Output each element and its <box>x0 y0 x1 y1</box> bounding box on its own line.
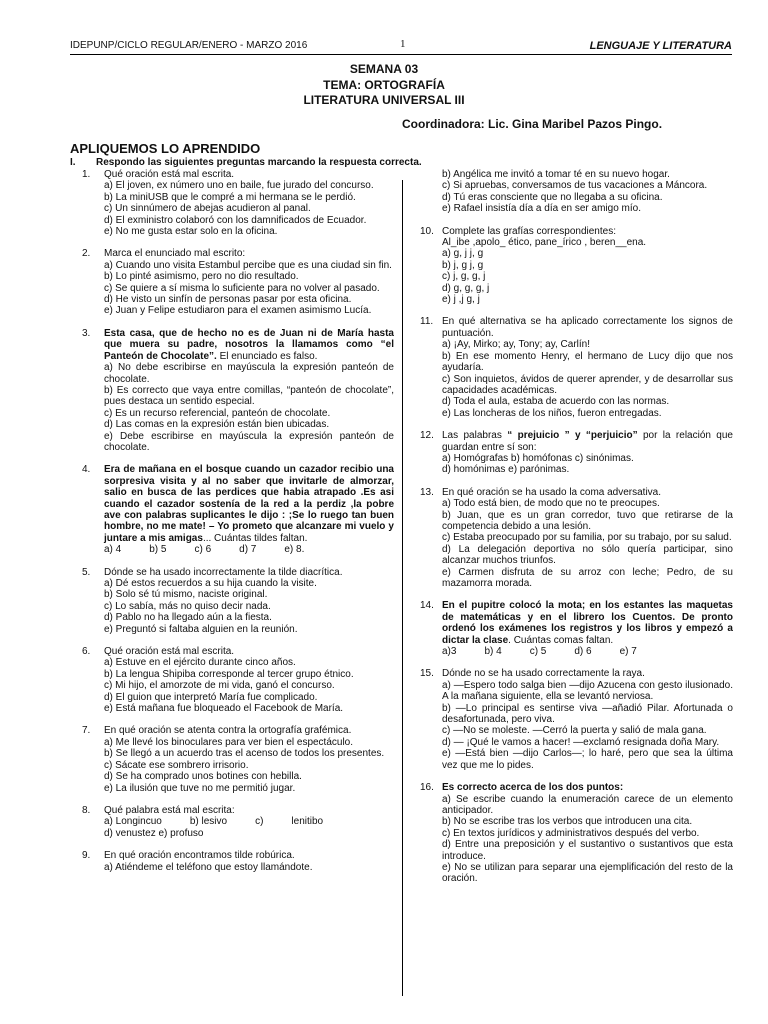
question-text: Dónde se ha usado incorrectamente la tilde diacrítica. <box>104 566 343 578</box>
question-text: Marca el enunciado mal escrito: <box>104 248 246 260</box>
section-title: APLIQUEMOS LO APRENDIDO <box>70 141 261 156</box>
question-stem <box>82 567 394 578</box>
option: a)3 <box>442 646 457 658</box>
header-subject: LENGUAJE Y LITERATURA <box>589 40 732 52</box>
option: e) No me gusta estar solo en la oficina. <box>104 226 278 238</box>
question-number: 4. <box>82 464 91 476</box>
option: e) j ,j g, j <box>442 294 480 306</box>
option: c) j, g, g, j <box>442 271 486 283</box>
question <box>82 805 394 839</box>
option-row <box>82 544 394 555</box>
question-emphasis: Es correcto acerca de los dos puntos: <box>442 782 624 794</box>
option: b) Juan, que es un gran corredor, tuvo que retirarse de la competencia debido a una lesión. <box>442 509 733 532</box>
question-stem <box>82 850 394 861</box>
question-stem <box>420 430 733 453</box>
question-stem <box>420 316 733 339</box>
question <box>420 169 733 215</box>
question <box>420 600 733 657</box>
option: lenitibo <box>291 816 324 828</box>
option: Al_ibe ,apolo_ ético, pane_írico , beren__ena. <box>442 237 647 249</box>
question-stem <box>82 805 394 816</box>
question-number: 1. <box>82 169 91 180</box>
question-stem <box>82 169 394 180</box>
option: b) Angélica me invitó a tomar té en su nuevo hogar. <box>442 169 670 180</box>
option: d) El exministro colaboró con los damnificados de Ecuador. <box>104 214 367 226</box>
option: c) Son inquietos, ávidos de querer aprender, y de desarrollar sus capacidades académicas. <box>442 373 733 396</box>
option: d) He visto un sinfín de personas pasar por esta oficina. <box>104 294 352 306</box>
option: e) 7 <box>619 646 637 658</box>
question-text: Esta casa, que de hecho no es de Juan ni de María hasta que muera su padre, nosotros la llamamos como “el Panteón de Chocolate”. El enunciado es falso. <box>104 327 394 362</box>
question-text: Qué oración está mal escrita. <box>104 169 235 180</box>
option: d) venustez e) profuso <box>104 827 204 839</box>
option: e) Está mañana fue bloqueado el Facebook de María. <box>104 703 344 715</box>
option: a) Se escribe cuando la enumeración carece de un elemento anticipador. <box>442 793 733 816</box>
option: e) Carmen disfruta de su arroz con leche; Pedro, de su mazamorra morada. <box>442 566 733 589</box>
question-number: 9. <box>82 850 91 862</box>
option: d) Entre una preposición y el sustantivo o sustantivos que esta introduce. <box>442 839 733 862</box>
instruction-text: Respondo las siguientes preguntas marcando la respuesta correcta. <box>96 157 422 168</box>
question-text: Qué oración está mal escrita. <box>104 646 235 658</box>
option: a) Longincuo <box>104 816 162 828</box>
question-stem <box>82 725 394 736</box>
option: b) 5 <box>149 544 167 556</box>
question <box>82 567 394 635</box>
question <box>420 226 733 306</box>
option: e) —Está bien —dijo Carlos—; lo haré, pero que sea la última vez que me lo pides. <box>442 748 733 771</box>
coordinator-line: Coordinadora: Lic. Gina Maribel Pazos Pingo. <box>402 117 663 131</box>
option: b) Se llegó a un acuerdo tras el acenso de todos los presentes. <box>104 748 385 760</box>
option: d) 7 <box>239 544 257 556</box>
option: b) La miniUSB que le compré a mi hermana se le perdió. <box>104 191 356 203</box>
question-emphasis: En el pupitre colocó la mota; en los estantes las maquetas de matemáticas y en el librero los Cuentos. De pronto ordenó los exámenes los registros y los libros y empezó a dictar la clase <box>442 600 733 646</box>
option: b) La lengua Shipiba corresponde al tercer grupo étnico. <box>104 668 354 680</box>
question <box>420 668 733 771</box>
left-column <box>82 169 394 884</box>
option: b) Es correcto que vaya entre comillas, “panteón de chocolate”, pues destaca un sentido especial. <box>104 384 394 408</box>
option: d) 6 <box>574 646 592 658</box>
option: e) Preguntó si faltaba alguien en la reunión. <box>104 623 298 635</box>
option: e) No se utilizan para separar una ejemplificación del resto de la oración. <box>442 861 733 885</box>
question-number: 16. <box>420 782 434 794</box>
question-text: En el pupitre colocó la mota; en los estantes las maquetas de matemáticas y en el librero los Cuentos. De pronto ordenó los exámenes los registros y los libros y empezó a dictar la clase. Cuántas comas faltan. <box>442 600 733 646</box>
option: c) 6 <box>194 544 212 556</box>
page-header <box>70 38 732 55</box>
question-emphasis: Era de mañana en el bosque cuando un cazador recibio una sorpresiva visita y al no saber que invitarle de almorzar, salio en busca de las perdices que habia atrapado .Es asi cuando el cazador sostenía de la red a la perdiz ,la pobre ave con palabras suplicantes le dijo : ;Se lo ruego tan buen hombre, no me mate! – Yo prometo que alcanzare mi vuelo y juntare a mis amigas <box>104 464 394 544</box>
option: a) ¡Ay, Mirko; ay, Tony; ay, Carlín! <box>442 339 591 351</box>
option: c) Es un recurso referencial, panteón de chocolate. <box>104 407 331 419</box>
option: b) No se escribe tras los verbos que introducen una cita. <box>442 816 693 828</box>
option: a) 4 <box>104 544 122 556</box>
page-number: 1 <box>400 38 406 50</box>
question <box>420 487 733 590</box>
option: a) Homógrafas b) homófonas c) sinónimas. <box>442 452 634 464</box>
question <box>82 248 394 316</box>
section-instruction <box>70 157 422 168</box>
question-stem <box>420 782 733 793</box>
question-number: 12. <box>420 430 434 442</box>
option: d) Pablo no ha llegado aún a la fiesta. <box>104 612 272 624</box>
question <box>82 464 394 555</box>
question-text: Dónde no se ha usado correctamente la raya. <box>442 668 645 680</box>
question-number: 5. <box>82 566 91 578</box>
question-emphasis: Esta casa, que de hecho no es de Juan ni de María hasta que muera su padre, nosotros la llamamos como “el Panteón de Chocolate”. <box>104 327 394 362</box>
right-column <box>420 169 733 896</box>
question-text <box>442 782 733 793</box>
option-row <box>420 646 733 657</box>
question-number: 14. <box>420 600 434 612</box>
option: c) Sácate ese sombrero irrisorio. <box>104 759 249 771</box>
question-text: Complete las grafías correspondientes: <box>442 225 616 237</box>
question <box>420 316 733 419</box>
option: e) Debe escribirse en mayúscula la expresión panteón de chocolate. <box>104 430 394 453</box>
question-number: 10. <box>420 225 434 237</box>
question-text: Las palabras “ prejuicio ” y “perjuicio” por la relación que guardan entre sí son: <box>442 430 733 453</box>
question-stem <box>82 646 394 657</box>
question <box>420 782 733 885</box>
option: b) 4 <box>484 646 502 658</box>
question-number: 2. <box>82 248 91 260</box>
option: d) La delegación deportiva no sólo quería participar, sino alcanzar muchos triunfos. <box>442 543 733 567</box>
question-text: Qué palabra está mal escrita: <box>104 804 235 816</box>
option: d) Las comas en la expresión están bien ubicadas. <box>104 419 330 431</box>
question-stem <box>420 668 733 679</box>
question <box>82 725 394 793</box>
question-number: 3. <box>82 327 91 339</box>
option: d) — ¡Qué le vamos a hacer! —exclamó resignada doña Mary. <box>442 736 720 748</box>
question <box>82 646 394 714</box>
question-number: 15. <box>420 668 434 680</box>
option: d) Se ha comprado unos botines con hebilla. <box>104 771 302 783</box>
option: c) 5 <box>529 646 547 658</box>
question-emphasis: “ prejuicio ” y “perjuicio” <box>507 430 638 442</box>
option: a) No debe escribirse en mayúscula la expresión panteón de chocolate. <box>104 362 394 385</box>
question-number: 13. <box>420 486 434 498</box>
option: b) Lo pinté asimismo, pero no dio resultado. <box>104 271 299 283</box>
question-text: Era de mañana en el bosque cuando un cazador recibio una sorpresiva visita y al no saber que invitarle de almorzar, salio en busca de las perdices que habia atrapado .Es asi cuando el cazador sostenía de la red a la perdiz ,la pobre ave con palabras suplicantes le dijo : ;Se lo ruego tan buen hombre, no me mate! – Yo prometo que alcanzare mi vuelo y juntare a mis amigas... Cuántas tildes faltan. <box>104 464 394 544</box>
question-stem <box>82 464 394 544</box>
question-stem <box>82 248 394 259</box>
question-number: 7. <box>82 725 91 737</box>
question <box>82 850 394 873</box>
option: a) Atiéndeme el teléfono que estoy llamándote. <box>104 861 313 873</box>
option: b) —Lo principal es sentirse viva —añadió Pilar. Afortunada o desafortunada, pero viva. <box>442 702 733 726</box>
option: c) Se quiere a sí misma lo suficiente para no volver al pasado. <box>104 282 380 294</box>
question-number: 6. <box>82 646 91 658</box>
question <box>420 430 733 476</box>
option: a) Dé estos recuerdos a su hija cuando la visite. <box>104 578 317 589</box>
question <box>82 328 394 453</box>
option: d) Toda el aula, estaba de acuerdo con las normas. <box>442 396 670 408</box>
option: b) lesivo <box>189 816 228 828</box>
question-stem <box>82 328 394 362</box>
option: d) g, g, g, j <box>442 282 490 294</box>
option: d) Tú eras consciente que no llegaba a su oficina. <box>442 191 663 203</box>
question-number: 8. <box>82 804 91 816</box>
option: d) El guion que interpretó María fue complicado. <box>104 691 318 703</box>
instruction-number: I. <box>70 157 76 168</box>
option: e) Juan y Felipe estudiaron para el examen asimismo Lucía. <box>104 305 372 317</box>
question-number: 11. <box>420 316 434 328</box>
column-divider <box>402 180 403 996</box>
option: c) En textos jurídicos y administrativos después del verbo. <box>442 827 700 839</box>
question-stem <box>420 226 733 237</box>
question-text: En qué oración encontramos tilde robúrica. <box>104 850 295 862</box>
option: a) El joven, ex número uno en baile, fue jurado del concurso. <box>104 180 374 192</box>
week-title: SEMANA 03 <box>349 62 419 76</box>
option: c) Lo sabía, más no quiso decir nada. <box>104 600 271 612</box>
option: e) 8. <box>284 544 305 556</box>
question-stem <box>420 600 733 646</box>
option: a) Me llevé los binoculares para ver bien el espectáculo. <box>104 736 354 748</box>
option: c) Si apruebas, conversamos de tus vacaciones a Máncora. <box>442 180 708 192</box>
option: c) —No se moleste. —Cerró la puerta y salió de mala gana. <box>442 725 707 737</box>
option: c) Mi hijo, el amorzote de mi vida, ganó el concurso. <box>104 680 335 692</box>
option: a) —Espero todo salga bien —dijo Azucena con gesto ilusionado. A la mañana siguiente, ella se levantó nerviosa. <box>442 679 733 703</box>
question-text: En qué oración se atenta contra la ortografía grafémica. <box>104 725 352 737</box>
question-text: En qué alternativa se ha aplicado correctamente los signos de puntuación. <box>442 316 733 339</box>
option: b) Solo sé tú mismo, naciste original. <box>104 589 268 601</box>
question-text: En qué oración se ha usado la coma adversativa. <box>442 486 662 498</box>
option: a) Todo está bien, de modo que no te preocupes. <box>442 498 660 510</box>
subject-title: LITERATURA UNIVERSAL III <box>303 93 465 107</box>
document-titles <box>0 62 768 109</box>
option: b) En ese momento Henry, el hermano de Lucy dijo que nos ayudaría. <box>442 350 733 374</box>
option: b) j, g j, g <box>442 259 484 271</box>
option-row <box>82 816 394 827</box>
header-course: IDEPUNP/CICLO REGULAR/ENERO - MARZO 2016 <box>70 40 308 51</box>
option: d) homónimas e) parónimas. <box>442 464 570 476</box>
option: a) Estuve en el ejército durante cinco años. <box>104 657 296 669</box>
option: a) g, j j, g <box>442 248 484 260</box>
option: e) La ilusión que tuve no me permitió jugar. <box>104 782 296 794</box>
option: c) Estaba preocupado por su familia, por su trabajo, por su salud. <box>442 532 732 544</box>
option: e) Las loncheras de los niños, fueron entregadas. <box>442 407 662 419</box>
option: c) Un sinnúmero de abejas acudieron al panal. <box>104 203 311 215</box>
question <box>82 169 394 237</box>
option: a) Cuando uno visita Estambul percibe que es una ciudad sin fin. <box>104 259 392 271</box>
option: e) Rafael insistía día a día en ser amigo mío. <box>442 203 641 215</box>
topic-title: TEMA: ORTOGRAFÍA <box>323 77 445 92</box>
question-stem <box>420 487 733 498</box>
option: c) <box>255 816 264 828</box>
